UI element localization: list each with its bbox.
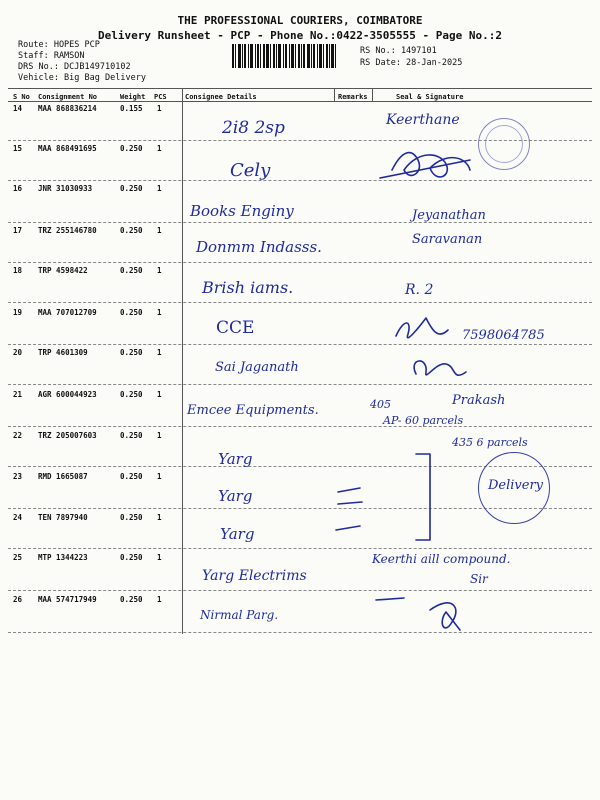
signature: Prakash	[452, 393, 506, 408]
handwritten-consignee: Yarg	[218, 487, 253, 505]
header-seal: Seal & Signature	[396, 93, 464, 101]
row-sno: 18	[13, 266, 23, 275]
row-pcs: 1	[157, 472, 162, 481]
handwritten-consignee: Yarg Electrims	[202, 568, 307, 584]
row-consignment: TRZ 255146780	[38, 226, 97, 235]
row-weight: 0.250	[120, 595, 143, 604]
handwritten-consignee: Donmm Indasss.	[196, 238, 322, 256]
handwritten-consignee: 2i8 2sp	[222, 118, 285, 138]
handwritten-consignee: Cely	[230, 160, 271, 181]
header-consignee: Consignee Details	[185, 93, 257, 101]
row-weight: 0.250	[120, 553, 143, 562]
row-consignment: TRP 4601309	[38, 348, 88, 357]
handwritten-consignee: Sai Jaganath	[215, 360, 299, 375]
remark-note: 405	[370, 398, 391, 411]
row-consignment: MTP 1344223	[38, 553, 88, 562]
row-pcs: 1	[157, 431, 162, 440]
signature: Saravanan	[412, 232, 483, 247]
row-weight: 0.250	[120, 144, 143, 153]
signature-scribble-26	[430, 603, 460, 630]
row-pcs: 1	[157, 553, 162, 562]
rs-number: RS No.: 1497101	[360, 46, 437, 56]
row-sno: 21	[13, 390, 23, 399]
row-weight: 0.250	[120, 390, 143, 399]
signature: Keerthane	[386, 112, 460, 128]
row-sno: 17	[13, 226, 23, 235]
company-title: THE PROFESSIONAL COURIERS, COIMBATORE	[177, 14, 423, 27]
signature: R. 2	[405, 282, 434, 298]
row-sno: 24	[13, 513, 23, 522]
delivery-stamp-text: Delivery	[488, 478, 544, 493]
row-weight: 0.250	[120, 431, 143, 440]
signature-scribble-19	[396, 318, 448, 338]
row-weight: 0.250	[120, 266, 143, 275]
route-label: Route: HOPES PCP	[18, 40, 100, 50]
row-consignment: TEN 7897940	[38, 513, 88, 522]
row-consignment: RMD 1665087	[38, 472, 88, 481]
drs-label: DRS No.: DCJB149710102	[18, 62, 131, 72]
dash-25	[376, 598, 404, 600]
signature-scribble-15	[380, 153, 470, 178]
row-weight: 0.250	[120, 348, 143, 357]
header-consignment: Consignment No	[38, 93, 98, 101]
row-weight: 0.155	[120, 104, 143, 113]
signature: Keerthi aill compound.	[372, 552, 511, 566]
row-weight: 0.250	[120, 472, 143, 481]
row-pcs: 1	[157, 348, 162, 357]
signature: Jeyanathan	[412, 208, 486, 223]
rs-date: RS Date: 28-Jan-2025	[360, 58, 463, 68]
signature: Sir	[470, 572, 488, 586]
handwritten-consignee: CCE	[216, 318, 255, 338]
runsheet-title: Delivery Runsheet - PCP - Phone No.:0422-3505555 - Page No.:2	[98, 29, 502, 42]
handwritten-consignee: Nirmal Parg.	[200, 608, 279, 622]
row-weight: 0.250	[120, 513, 143, 522]
remark-note: AP- 60 parcels	[383, 414, 464, 427]
handwritten-consignee: Yarg	[218, 450, 253, 468]
phone-number: 7598064785	[462, 328, 545, 343]
handwritten-consignee: Yarg	[220, 525, 255, 543]
row-sno: 19	[13, 308, 23, 317]
row-consignment: MAA 707012709	[38, 308, 97, 317]
row-pcs: 1	[157, 184, 162, 193]
row-consignment: MAA 868491695	[38, 144, 97, 153]
remark-note: 435 6 parcels	[452, 436, 528, 449]
bracket-22-24	[416, 454, 430, 540]
row-pcs: 1	[157, 390, 162, 399]
row-sno: 14	[13, 104, 23, 113]
row-consignment: JNR 31030933	[38, 184, 93, 193]
header-sno: S No	[13, 93, 30, 101]
row-sno: 15	[13, 144, 23, 153]
row-pcs: 1	[157, 104, 162, 113]
header-weight: Weight	[120, 93, 146, 101]
row-sno: 23	[13, 472, 23, 481]
row-weight: 0.250	[120, 184, 143, 193]
dash-22	[338, 488, 360, 492]
row-consignment: MAA 868836214	[38, 104, 97, 113]
row-weight: 0.250	[120, 226, 143, 235]
header-remarks: Remarks	[338, 93, 368, 101]
row-consignment: AGR 600044923	[38, 390, 97, 399]
header-pcs: PCS	[154, 93, 167, 101]
row-sno: 26	[13, 595, 23, 604]
row-pcs: 1	[157, 308, 162, 317]
row-pcs: 1	[157, 226, 162, 235]
handwritten-consignee: Emcee Equipments.	[187, 403, 319, 418]
row-pcs: 1	[157, 144, 162, 153]
row-pcs: 1	[157, 595, 162, 604]
row-consignment: TRZ 205007603	[38, 431, 97, 440]
staff-label: Staff: RAMSON	[18, 51, 85, 61]
row-consignment: MAA 574717949	[38, 595, 97, 604]
dash-24	[336, 526, 360, 530]
row-pcs: 1	[157, 266, 162, 275]
row-pcs: 1	[157, 513, 162, 522]
row-sno: 25	[13, 553, 23, 562]
vehicle-label: Vehicle: Big Bag Delivery	[18, 73, 146, 83]
handwritten-consignee: Books Enginy	[190, 202, 294, 220]
signature-scribble-20	[414, 361, 466, 375]
row-sno: 16	[13, 184, 23, 193]
row-sno: 20	[13, 348, 23, 357]
row-sno: 22	[13, 431, 23, 440]
dash-23	[338, 502, 362, 504]
row-consignment: TRP 4598422	[38, 266, 88, 275]
handwritten-consignee: Brish iams.	[202, 278, 294, 297]
row-weight: 0.250	[120, 308, 143, 317]
